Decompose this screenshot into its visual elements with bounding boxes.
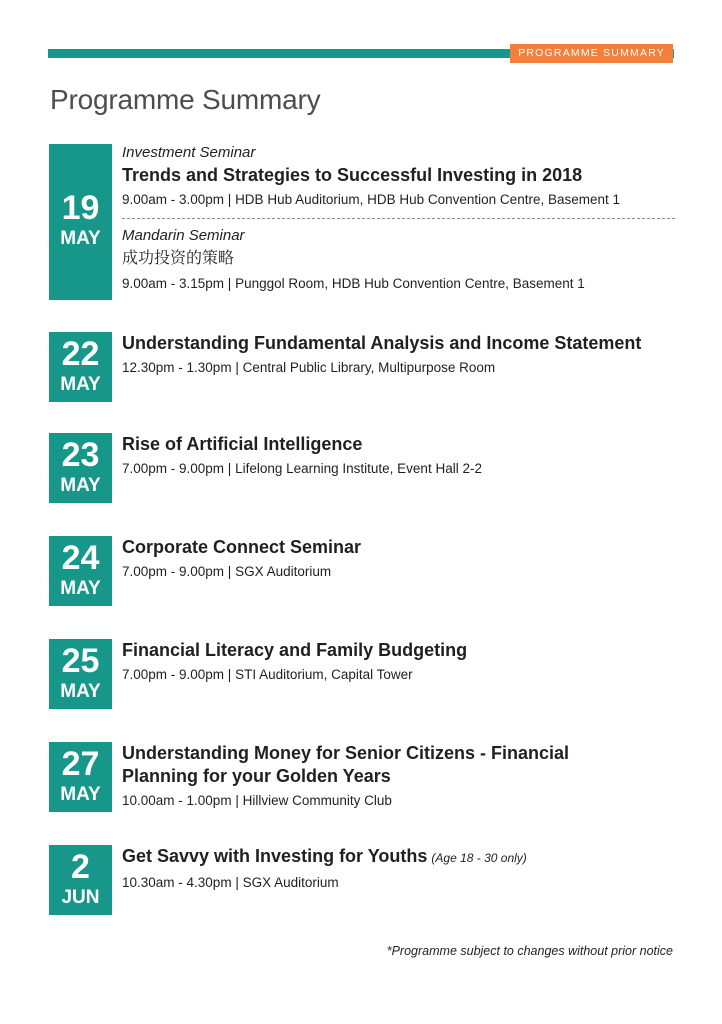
date-month: MAY: [60, 228, 101, 249]
date-badge: [49, 433, 112, 503]
event-title: Financial Literacy and Family Budgeting: [122, 640, 468, 660]
event-subtitle: Mandarin Seminar: [122, 227, 245, 244]
event-detail: 7.00pm - 9.00pm | STI Auditorium, Capital Tower: [122, 667, 413, 682]
date-badge: [49, 742, 112, 812]
date-day: 22: [61, 335, 100, 373]
footer-disclaimer: *Programme subject to changes without prior notice: [386, 944, 673, 958]
event-content: [122, 639, 675, 684]
event-detail: 12.30pm - 1.30pm | Central Public Library, Multipurpose Room: [122, 360, 496, 375]
event-detail: 9.00am - 3.15pm | Punggol Room, HDB Hub Convention Centre, Basement 1: [122, 276, 585, 291]
date-badge: [49, 144, 112, 300]
page-title: Programme Summary: [50, 84, 321, 115]
event-content: [122, 144, 675, 293]
date-badge: [49, 536, 112, 606]
event-title: Trends and Strategies to Successful Investing in 2018: [122, 165, 583, 185]
event-content: [122, 332, 675, 377]
event-detail: 10.00am - 1.00pm | Hillview Community Club: [122, 793, 392, 808]
event-title: Rise of Artificial Intelligence: [122, 434, 363, 454]
date-day: 24: [61, 539, 100, 577]
date-badge: [49, 639, 112, 709]
date-month: MAY: [60, 475, 101, 496]
date-day: 2: [71, 848, 90, 886]
event-title: Understanding Money for Senior Citizens - Financial Planning for your Golden Years: [122, 743, 570, 786]
age-restriction-note: (Age 18 - 30 only): [431, 851, 527, 865]
event-detail: 10.30am - 4.30pm | SGX Auditorium: [122, 875, 339, 890]
date-badge: [49, 332, 112, 402]
date-month: MAY: [60, 578, 101, 599]
date-month: JUN: [61, 887, 100, 908]
event-title: Get Savvy with Investing for Youths: [122, 846, 428, 866]
date-month: MAY: [60, 374, 101, 395]
date-day: 27: [61, 745, 100, 783]
section-tag: PROGRAMME SUMMARY: [510, 44, 673, 63]
event-subtitle: Investment Seminar: [122, 144, 256, 161]
date-day: 19: [61, 189, 100, 227]
event-title-chinese: 成功投资的策略: [122, 248, 235, 267]
date-badge: [49, 845, 112, 915]
event-title-row: [122, 845, 675, 870]
event-content: [122, 742, 615, 810]
event-detail: 7.00pm - 9.00pm | Lifelong Learning Institute, Event Hall 2-2: [122, 461, 482, 476]
event-content: [122, 433, 675, 478]
event-detail: 9.00am - 3.00pm | HDB Hub Auditorium, HDB Hub Convention Centre, Basement 1: [122, 192, 620, 207]
date-day: 23: [61, 436, 100, 474]
event-detail: 7.00pm - 9.00pm | SGX Auditorium: [122, 564, 332, 579]
event-content: [122, 845, 675, 892]
event-title: Corporate Connect Seminar: [122, 537, 362, 557]
event-title: Understanding Fundamental Analysis and Income Statement: [122, 333, 642, 353]
date-month: MAY: [60, 681, 101, 702]
session-divider: [122, 218, 675, 219]
date-day: 25: [61, 642, 100, 680]
event-content: [122, 536, 675, 581]
date-month: MAY: [60, 784, 101, 805]
